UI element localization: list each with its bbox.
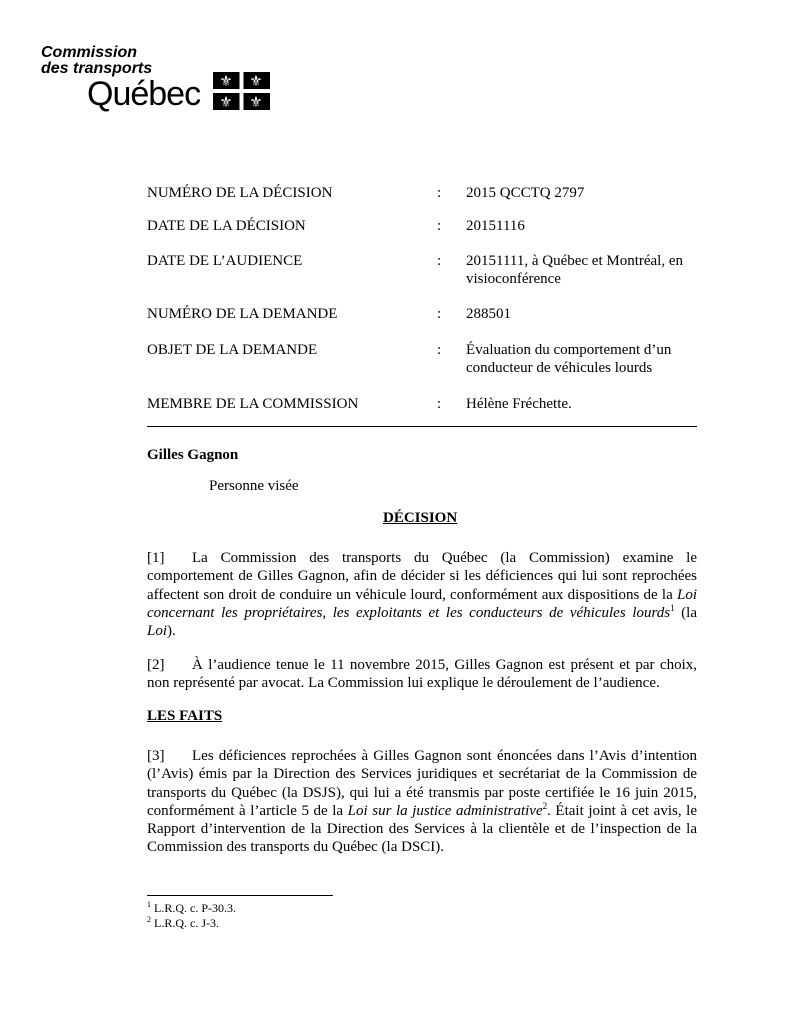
meta-value: 20151116	[466, 218, 525, 234]
logo-line-commission: Commission	[41, 44, 138, 61]
footnote-ref: 1	[670, 602, 675, 613]
law-title: Loi concernant les propriétaires, les exploitants et les conducteurs de véhicules lourds	[147, 586, 697, 621]
paragraph-number: [3]	[147, 748, 165, 764]
footnote-2	[147, 916, 219, 930]
meta-colon: :	[437, 253, 442, 269]
footnote-divider	[147, 895, 333, 896]
meta-label: DATE DE LA DÉCISION	[147, 218, 306, 234]
law-title: Loi sur la justice administrative	[347, 802, 543, 819]
meta-value: Évaluation du comportement d’un conducteur de véhicules lourds	[466, 342, 672, 376]
header-divider	[147, 426, 697, 427]
paragraph-1	[147, 549, 697, 640]
party-role: Personne visée	[209, 478, 299, 494]
meta-colon: :	[437, 218, 442, 234]
logo-wordmark: Québec	[87, 75, 201, 113]
footnote-ref: 2	[542, 800, 548, 811]
commission-logo	[41, 44, 281, 118]
quebec-flag-icon	[213, 72, 270, 110]
svg-text:⚜: ⚜	[249, 93, 263, 110]
meta-colon: :	[437, 342, 442, 358]
logo-line-transports: des transports	[41, 60, 153, 77]
decision-heading: DÉCISION	[383, 510, 458, 526]
paragraph-text: (la	[674, 604, 697, 621]
meta-value: 2015 QCCTQ 2797	[466, 185, 585, 201]
meta-label: OBJET DE LA DEMANDE	[147, 342, 318, 358]
paragraph-text: À l’audience tenue le 11 novembre 2015, Gilles Gagnon est présent et par choix, non représenté par avocat. La Commission lui explique le déroulement de l’audience.	[147, 657, 697, 692]
facts-heading: LES FAITS	[147, 708, 223, 724]
meta-colon: :	[437, 306, 442, 322]
paragraph-number: [2]	[147, 657, 165, 673]
svg-text:⚜: ⚜	[249, 72, 263, 90]
party-name: Gilles Gagnon	[147, 447, 239, 463]
paragraph-3	[147, 747, 697, 857]
paragraph-text: Les déficiences reprochées à Gilles Gagnon sont énoncées dans l’Avis d’intention (l’Avis) émis par la Direction des Services juridiques et secrétariat de la Commission de transports du Québec (la DSJS), qui lui a été transmis par poste certifiée le 16 juin 2015, conformément à l’article 5 de la	[147, 748, 697, 819]
law-short-title: Loi	[147, 623, 168, 640]
paragraph-text: ).	[167, 623, 176, 640]
meta-label: MEMBRE DE LA COMMISSION	[147, 396, 359, 412]
svg-text:⚜: ⚜	[219, 72, 233, 90]
meta-colon: :	[437, 185, 442, 201]
paragraph-text: La Commission des transports du Québec (la Commission) examine le comportement de Gilles Gagnon, afin de décider si les déficiences qui lui sont reprochées affectent son droit de conduire un véhicule lourd, conformément aux dispositions de la	[147, 550, 697, 603]
footnote-text: L.R.Q. c. J-3.	[154, 916, 219, 930]
meta-value: 20151111, à Québec et Montréal, en visioconférence	[466, 253, 684, 287]
footnote-text: L.R.Q. c. P-30.3.	[154, 901, 236, 915]
meta-value: Hélène Fréchette.	[466, 396, 572, 412]
paragraph-text: . Était joint à cet avis, le Rapport d’intervention de la Direction des Services à la clientèle et de l’inspection de la Commission des transports du Québec (la DSCI).	[147, 802, 697, 856]
meta-colon: :	[437, 396, 442, 412]
meta-value: 288501	[466, 306, 511, 322]
meta-label: NUMÉRO DE LA DEMANDE	[147, 306, 338, 322]
paragraph-number: [1]	[147, 550, 165, 566]
footnote-1	[147, 901, 236, 915]
meta-label: NUMÉRO DE LA DÉCISION	[147, 185, 333, 201]
footnote-number: 2	[147, 915, 151, 924]
footnote-number: 1	[147, 900, 151, 909]
meta-label: DATE DE L’AUDIENCE	[147, 253, 303, 269]
svg-text:⚜: ⚜	[219, 93, 233, 110]
paragraph-2	[147, 656, 697, 693]
